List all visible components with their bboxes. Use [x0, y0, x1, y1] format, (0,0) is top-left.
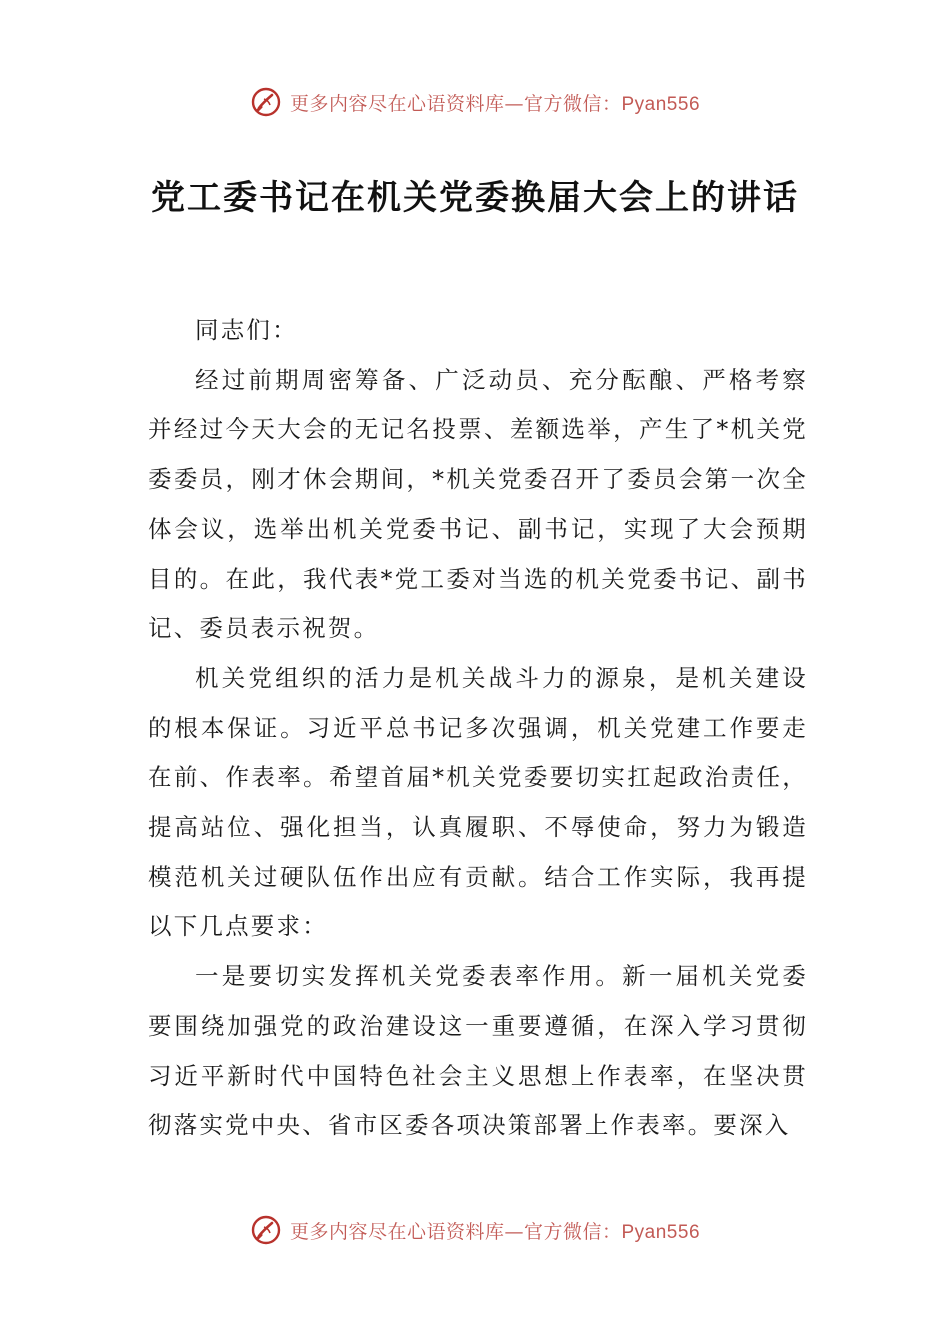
watermark-text: 更多内容尽在心语资料库—官方微信：Pyan556	[289, 92, 701, 115]
paragraph: 机关党组织的活力是机关战斗力的源泉，是机关建设的根本保证。习近平总书记多次强调，机关党建工作要走在前、作表率。希望首届*机关党委要切实扛起政治责任，提高站位、强化担当，认真履职、不辱使命，努力为锻造模范机关过硬队伍作出应有贡献。结合工作实际，我再提以下几点要求：	[148, 663, 808, 941]
wechat-id: Pyan556	[621, 93, 701, 115]
salutation: 同志们：	[195, 316, 298, 344]
document-body	[148, 306, 808, 1151]
watermark-text: 更多内容尽在心语资料库—官方微信：Pyan556	[289, 1220, 701, 1243]
document-title: 党工委书记在机关党委换届大会上的讲话	[151, 178, 799, 218]
watermark-banner-top	[0, 82, 950, 122]
pen-logo-icon	[250, 86, 282, 118]
watermark-banner-bottom	[0, 1210, 950, 1250]
pen-logo-icon	[250, 1214, 282, 1246]
paragraph: 一是要切实发挥机关党委表率作用。新一届机关党委要围绕加强党的政治建设这一重要遵循，在深入学习贯彻习近平新时代中国特色社会主义思想上作表率，在坚决贯彻落实党中央、省市区委各项决策部署上作表率。要深入	[148, 962, 808, 1140]
wechat-id: Pyan556	[621, 1221, 701, 1243]
paragraph: 经过前期周密筹备、广泛动员、充分酝酿、严格考察并经过今天大会的无记名投票、差额选举，产生了*机关党委委员，刚才休会期间，*机关党委召开了委员会第一次全体会议，选举出机关党委书记、副书记，实现了大会预期目的。在此，我代表*党工委对当选的机关党委书记、副书记、委员表示祝贺。	[148, 365, 808, 643]
